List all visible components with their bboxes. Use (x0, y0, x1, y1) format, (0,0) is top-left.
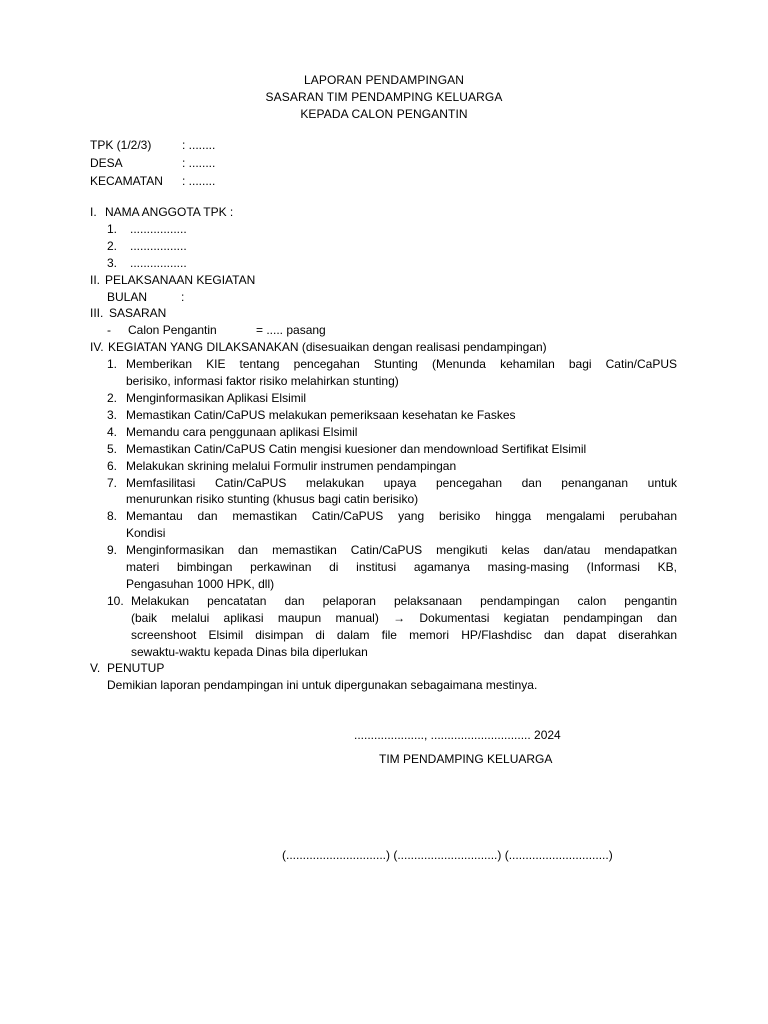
section-title: SASARAN (109, 306, 167, 321)
activity-text (131, 593, 677, 661)
item-number: 10. (107, 593, 124, 608)
section-number: V. (90, 661, 101, 676)
section-3-heading (90, 305, 677, 322)
activity-line: materi bimbingan perkawinan di institusi agamanya masing-masing (Informasi KB, (126, 560, 677, 575)
section-2-heading (90, 272, 677, 289)
activity-line: Menginformasikan dan memastikan Catin/CaPUS mengikuti kelas dan/atau mendapatkan (126, 543, 677, 558)
item-number: 1. (107, 221, 118, 236)
item-number: 2. (107, 390, 118, 405)
activity-line: Memfasilitasi Catin/CaPUS melakukan upaya pencegahan dan penanganan untuk (126, 475, 677, 490)
activity-line: berisiko, informasi faktor risiko melahirkan stunting) (126, 374, 399, 389)
bulan-row (90, 289, 677, 306)
title-line-2: SASARAN TIM PENDAMPING KELUARGA (265, 90, 503, 104)
activity-list (90, 356, 677, 660)
identity-value: : ........ (182, 174, 216, 188)
activity-text (126, 390, 677, 407)
section-number: III. (90, 306, 104, 321)
sasaran-value: = ..... pasang (256, 323, 326, 338)
team-name: TIM PENDAMPING KELUARGA (379, 752, 553, 766)
activity-text (126, 441, 677, 458)
member-value: ................. (130, 221, 187, 236)
identity-block (90, 136, 215, 190)
activity-line: menurunkan risiko stunting (khusus bagi catin berisiko) (126, 492, 419, 507)
member-value: ................. (130, 238, 187, 253)
section-title: NAMA ANGGOTA TPK : (105, 205, 234, 219)
bulan-label: BULAN (107, 289, 148, 304)
sasaran-label: Calon Pengantin (128, 323, 217, 338)
member-item (90, 238, 677, 255)
activity-line: Melakukan skrining melalui Formulir instrumen pendampingan (126, 458, 457, 473)
activity-line: (baik melalui aplikasi maupun manual) → Dokumentasi kegiatan pendampingan dan (131, 610, 677, 625)
activity-line: Menginformasikan Aplikasi Elsimil (126, 390, 307, 405)
item-number: 1. (107, 357, 118, 372)
activity-text (126, 458, 677, 475)
item-number: 6. (107, 458, 118, 473)
activity-text (126, 508, 677, 542)
sasaran-dash: - (107, 323, 111, 338)
activity-line: sewaktu-waktu kepada Dinas bila diperlukan (131, 644, 368, 659)
title-line-3: KEPADA CALON PENGANTIN (300, 107, 468, 121)
section-title: KEGIATAN YANG DILAKSANAKAN (disesuaikan dengan realisasi pendampingan) (108, 340, 547, 355)
item-number: 8. (107, 509, 118, 524)
item-number: 2. (107, 238, 118, 253)
identity-row-tpk (90, 136, 215, 154)
activity-item (107, 356, 677, 390)
section-number: IV. (90, 340, 104, 355)
item-number: 3. (107, 407, 118, 422)
member-item (90, 255, 677, 272)
identity-value: : ........ (182, 156, 216, 170)
activity-line: Memastikan Catin/CaPUS melakukan pemeriksaan kesehatan ke Faskes (126, 407, 516, 422)
section-number: II. (90, 272, 101, 287)
activity-line: Memantau dan memastikan Catin/CaPUS yang berisiko hingga mengalami perubahan (126, 509, 677, 524)
activity-line: screenshoot Elsimil disimpan di dalam file memori HP/Flashdisc dan dapat diserahkan (131, 627, 677, 642)
closing-statement: Demikian laporan pendampingan ini untuk dipergunakan sebagaimana mestinya. (107, 678, 538, 693)
place-date-line: ....................., .............................. 2024 (354, 728, 561, 742)
activity-item (107, 475, 677, 509)
item-number: 5. (107, 441, 118, 456)
activity-line: Memastikan Catin/CaPUS Catin mengisi kuesioner dan mendownload Sertifikat Elsimil (126, 441, 587, 456)
activity-text (126, 542, 677, 593)
section-1-heading (90, 204, 677, 221)
activity-line: Kondisi (126, 526, 166, 541)
activity-item (107, 593, 677, 661)
activity-line: Melakukan pencatatan dan pelaporan pelaksanaan pendampingan calon pengantin (131, 593, 677, 608)
activity-line: Memberikan KIE tentang pencegahan Stunting (Menunda kehamilan bagi Catin/CaPUS (126, 357, 677, 372)
activity-item (107, 390, 677, 407)
activity-item (107, 542, 677, 593)
section-5-heading (90, 660, 677, 677)
bulan-value: : (181, 289, 185, 304)
activity-text (126, 356, 677, 390)
title-line-1: LAPORAN PENDAMPINGAN (303, 73, 465, 87)
item-number: 3. (107, 255, 118, 270)
identity-row-kecamatan (90, 172, 215, 190)
activity-text (126, 424, 677, 441)
member-item (90, 221, 677, 238)
activity-text (126, 475, 677, 509)
activity-item (107, 424, 677, 441)
report-body (90, 204, 677, 694)
item-number: 9. (107, 543, 118, 558)
activity-item (107, 441, 677, 458)
identity-label: DESA (90, 156, 123, 170)
identity-value: : ........ (182, 138, 216, 152)
item-number: 4. (107, 424, 118, 439)
sasaran-row (90, 322, 677, 339)
activity-item (107, 508, 677, 542)
identity-label: TPK (1/2/3) (90, 138, 152, 152)
section-title: PENUTUP (107, 661, 165, 676)
signature-names: (..............................) (..............................) (..............................) (282, 848, 613, 862)
section-4-heading (90, 339, 677, 356)
item-number: 7. (107, 475, 118, 490)
identity-label: KECAMATAN (90, 174, 163, 188)
identity-row-desa (90, 154, 215, 172)
section-title: PELAKSANAAN KEGIATAN (105, 272, 256, 287)
section-number: I. (90, 205, 97, 219)
member-value: ................. (130, 255, 187, 270)
activity-line: Memandu cara penggunaan aplikasi Elsimil (126, 424, 358, 439)
activity-item (107, 407, 677, 424)
document-title (0, 72, 768, 123)
activity-text (126, 407, 677, 424)
activity-line: Pengasuhan 1000 HPK, dll) (126, 576, 275, 591)
activity-item (107, 458, 677, 475)
